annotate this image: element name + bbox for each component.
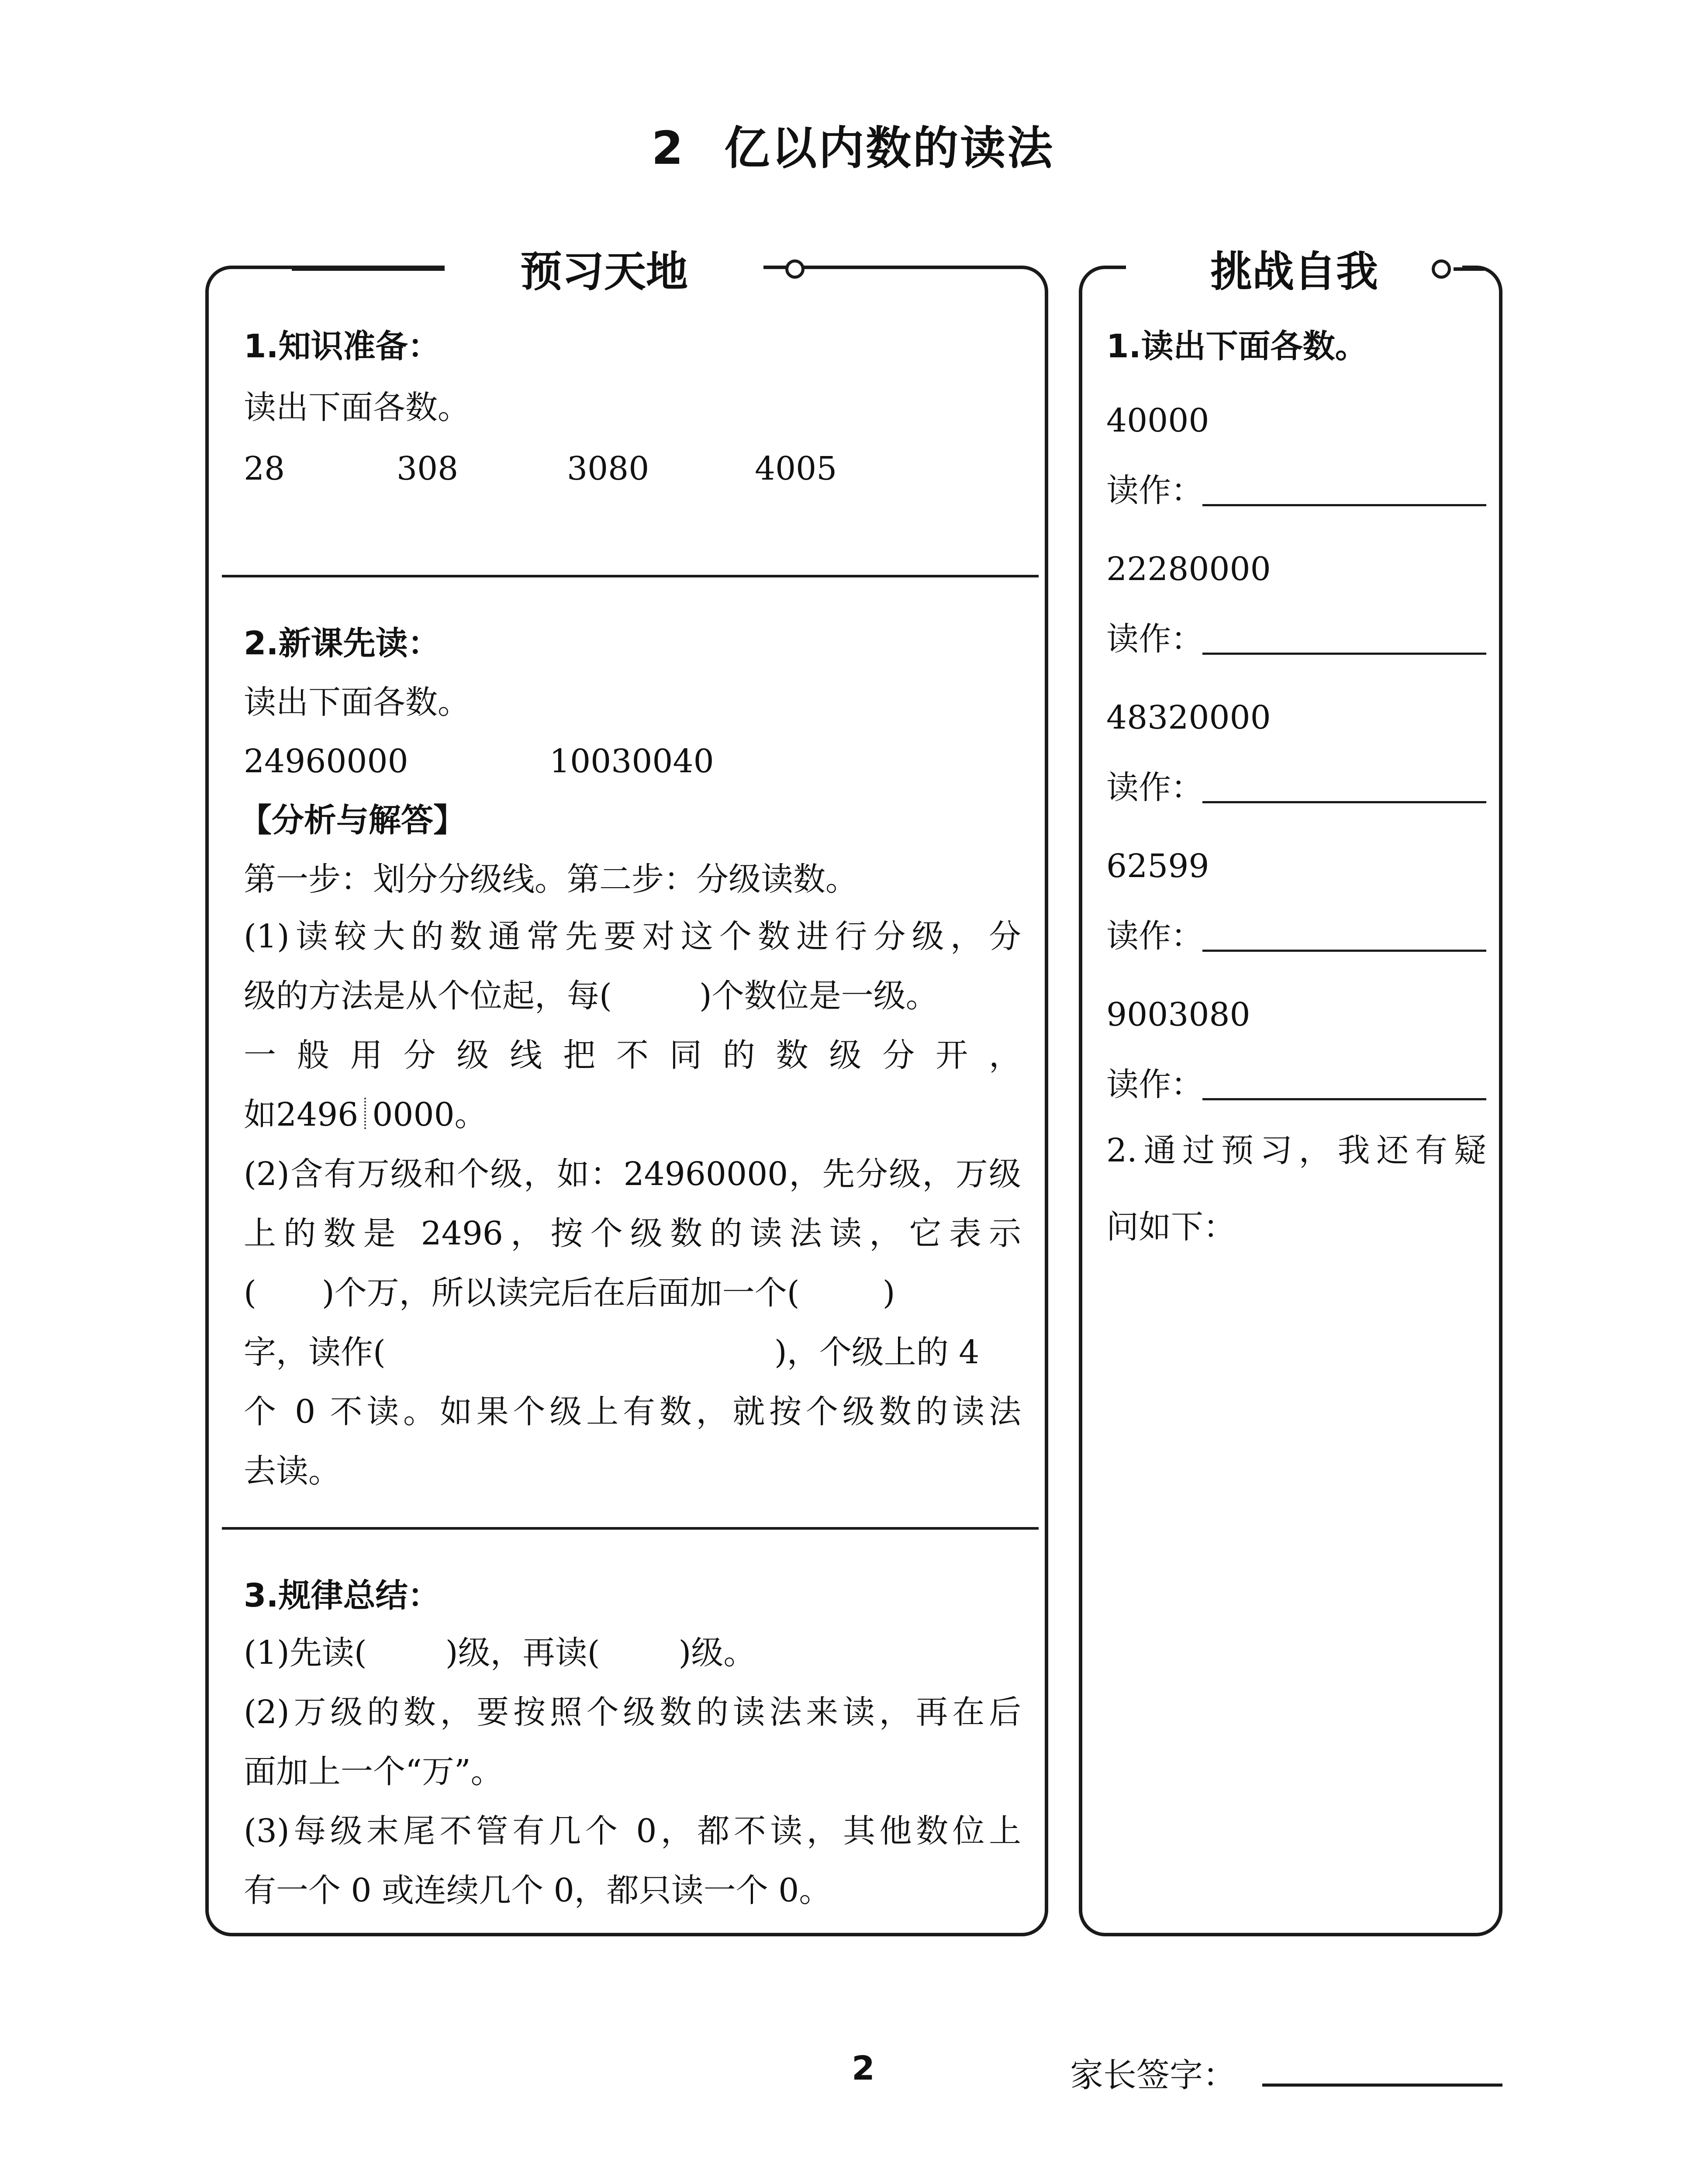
q1-number-1: 40000 [1106,402,1209,439]
s1-heading: 1.知识准备： [244,328,440,365]
answer-line-3[interactable] [1202,775,1486,803]
s1-number-4: 4005 [755,450,837,487]
para2-line5: 个 0 不读。如果个级上有数，就按个级数的读法 [244,1393,1021,1431]
challenge-panel [1079,247,1502,1936]
s1-number-3: 3080 [567,450,649,487]
parent-signature-label: 家长签字： [1070,2056,1236,2094]
answer-line-5[interactable] [1202,1072,1486,1100]
read-as-label-5: 读作： [1106,1066,1203,1103]
questions-notes-area[interactable] [1106,1274,1486,1885]
header-circle-right [1432,259,1451,279]
analysis-steps: 第一步：划分分级线。第二步：分级读数。 [244,860,858,898]
lesson-title: 亿以内数的读法 [724,121,1055,175]
section-divider-1 [222,575,1039,577]
page-title [0,111,1706,177]
para2-line6: 去读。 [244,1452,341,1490]
q1-number-4: 62599 [1106,847,1209,885]
para2-line3: ( )个万，所以读完后在后面加一个( ) [244,1274,895,1312]
para2-line1: (2)含有万级和个级，如：24960000，先分级，万级 [244,1155,1021,1193]
parent-signature-line[interactable] [1262,2084,1502,2087]
header-line-left [292,267,449,271]
preview-panel [205,247,1048,1936]
read-as-label-3: 读作： [1106,769,1203,806]
page-number: 2 [852,2049,875,2087]
s1-number-2: 308 [397,450,459,487]
preview-header: 预习天地 [445,242,763,294]
s1-instruction: 读出下面各数。 [244,389,470,426]
read-as-label-1: 读作： [1106,472,1203,509]
para2-line2: 上的数是 2496，按个级数的读法读，它表示 [244,1215,1021,1252]
q1-number-5: 9003080 [1106,996,1250,1033]
q1-number-3: 48320000 [1106,699,1271,736]
rule-3-line2: 有一个 0 或连续几个 0，都只读一个 0。 [244,1872,832,1909]
level-separator-mark [364,1098,366,1129]
analysis-title: 【分析与解答】 [239,802,466,839]
answer-line-2[interactable] [1202,626,1486,655]
read-as-label-2: 读作： [1106,620,1203,658]
para1-line4: 如2496 0000。 [244,1096,487,1133]
para2-line4: 字，读作( )，个级上的 4 [244,1334,980,1371]
answer-line-1[interactable] [1202,478,1486,506]
q1-number-2: 22280000 [1106,550,1271,588]
s3-heading: 3.规律总结： [244,1577,440,1614]
para1-line3: 一般用分级线把不同的数级分开， [244,1037,1021,1074]
s2-number-1: 24960000 [244,743,408,780]
answer-line-4[interactable] [1202,923,1486,952]
rule-1: (1)先读( )级，再读( )级。 [244,1634,756,1672]
q2-line2: 问如下： [1106,1208,1236,1246]
header-circle-right [785,259,805,279]
para1-line1: (1)读较大的数通常先要对这个数进行分级，分 [244,918,1021,955]
challenge-header: 挑战自我 [1126,242,1462,294]
s2-instruction: 读出下面各数。 [244,684,470,721]
header-line-right [1454,267,1484,271]
rule-2-line2: 面加上一个“万”。 [244,1753,503,1790]
s2-heading: 2.新课先读： [244,625,440,662]
read-as-label-4: 读作： [1106,917,1203,955]
q1-heading: 1.读出下面各数。 [1106,328,1368,365]
section-divider-2 [222,1527,1039,1530]
s2-number-2: 10030040 [549,743,714,780]
para1-line2: 级的方法是从个位起，每( )个数位是一级。 [244,977,938,1015]
rule-3-line1: (3)每级末尾不管有几个 0，都不读，其他数位上 [244,1812,1021,1850]
q2-line1: 2.通过预习，我还有疑 [1106,1132,1486,1169]
rule-2-line1: (2)万级的数，要按照个级数的读法来读，再在后 [244,1693,1021,1731]
s1-number-1: 28 [244,450,285,487]
lesson-number: 2 [651,121,685,175]
